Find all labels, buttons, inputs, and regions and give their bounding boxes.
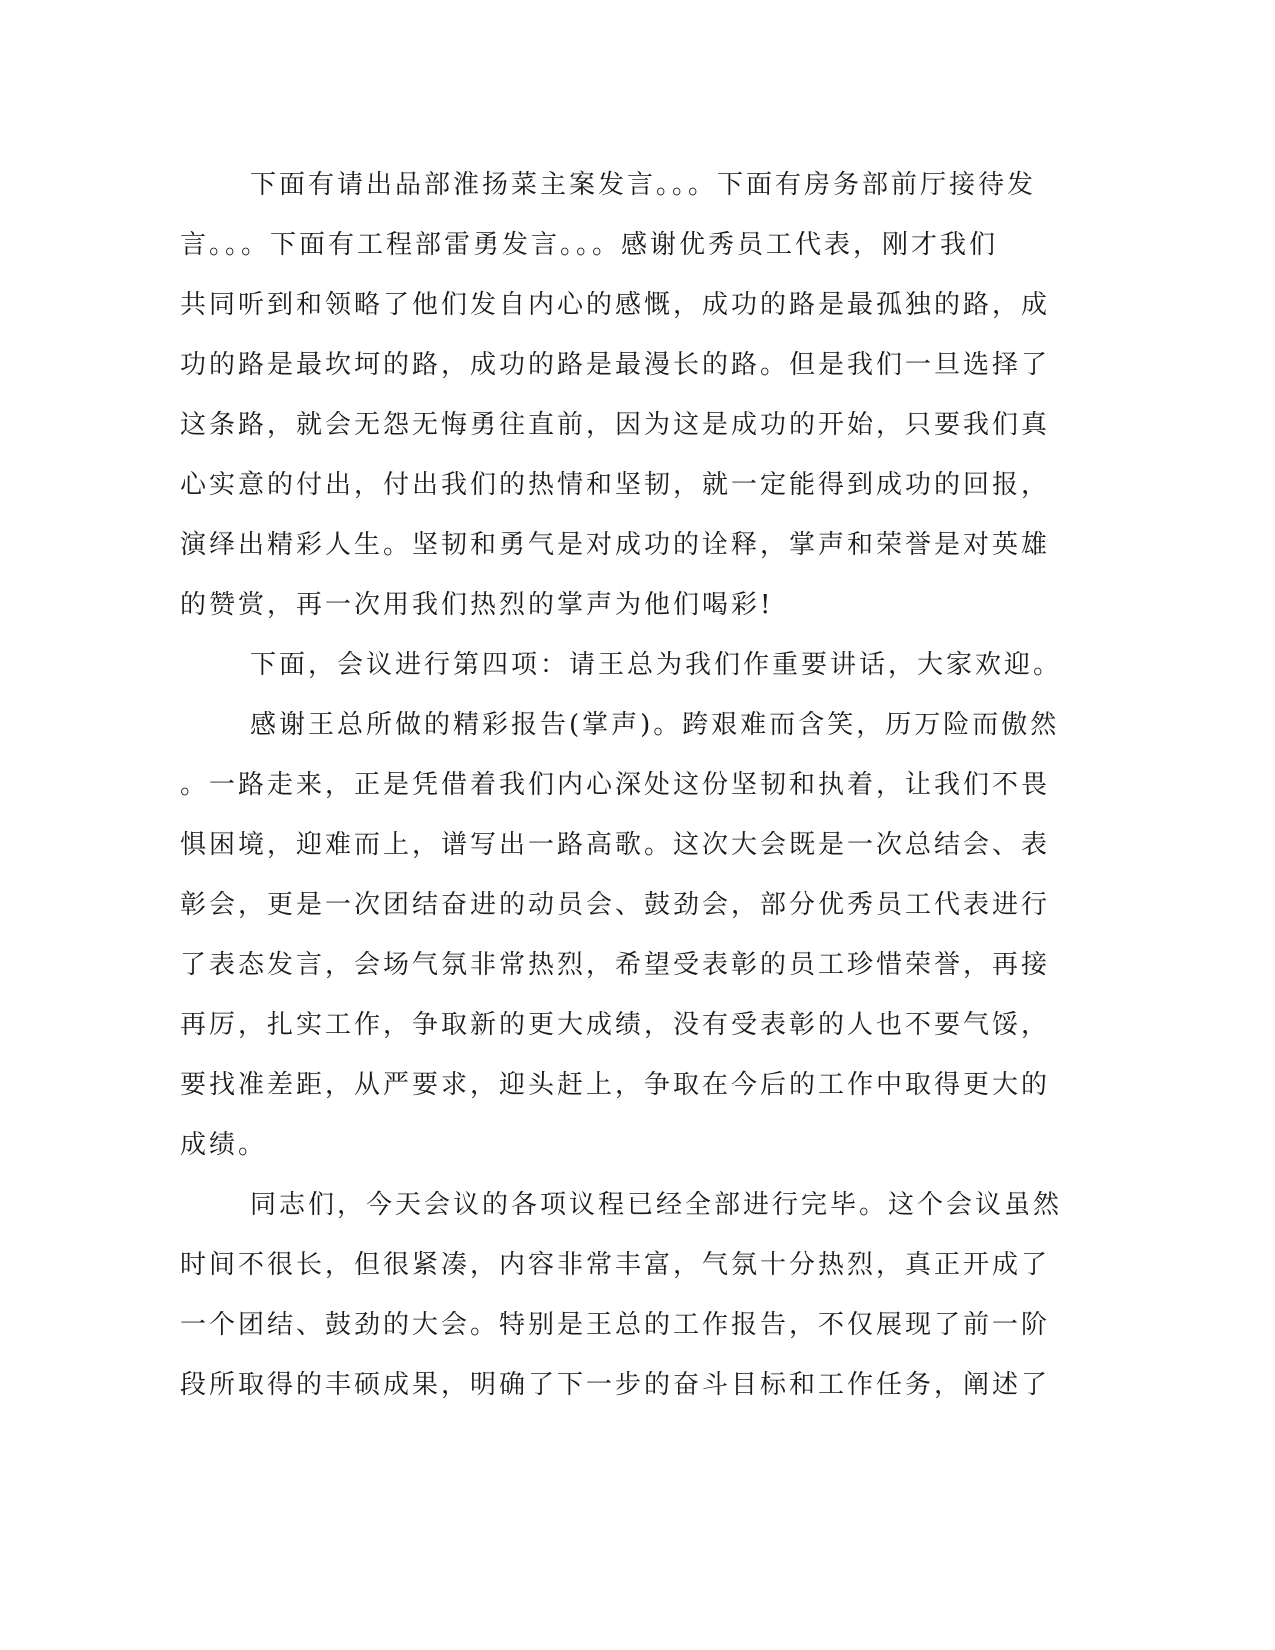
paragraph-line: 下面，会议进行第四项：请王总为我们作重要讲话，大家欢迎。 [250,650,1063,680]
paragraph-line: 成绩。 [180,1130,268,1160]
paragraph-line: 要找准差距，从严要求，迎头赶上，争取在今后的工作中取得更大的 [180,1070,1051,1100]
paragraph-line: 惧困境，迎难而上，谱写出一路高歌。这次大会既是一次总结会、表 [180,830,1051,860]
paragraph-line: 一个团结、鼓劲的大会。特别是王总的工作报告，不仅展现了前一阶 [180,1310,1051,1340]
document-body [180,155,1063,1415]
paragraph-line: 再厉，扎实工作，争取新的更大成绩，没有受表彰的人也不要气馁， [180,1010,1051,1040]
paragraph-line: 了表态发言，会场气氛非常热烈，希望受表彰的员工珍惜荣誉，再接 [180,950,1051,980]
paragraph-line: 感谢王总所做的精彩报告(掌声)。跨艰难而含笑，历万险而傲然 [250,710,1060,740]
paragraph-line: 心实意的付出，付出我们的热情和坚韧，就一定能得到成功的回报， [180,470,1051,500]
paragraph-line: 彰会，更是一次团结奋进的动员会、鼓劲会，部分优秀员工代表进行 [180,890,1051,920]
paragraph-line: 同志们，今天会议的各项议程已经全部进行完毕。这个会议虽然 [250,1190,1063,1220]
paragraph-line: 演绎出精彩人生。坚韧和勇气是对成功的诠释，掌声和荣誉是对英雄 [180,530,1051,560]
paragraph-line: 段所取得的丰硕成果，明确了下一步的奋斗目标和工作任务，阐述了 [180,1370,1051,1400]
paragraph-line: 。一路走来，正是凭借着我们内心深处这份坚韧和执着，让我们不畏 [180,770,1051,800]
paragraph-line: 共同听到和领略了他们发自内心的感慨，成功的路是最孤独的路，成 [180,290,1051,320]
paragraph-line: 功的路是最坎坷的路，成功的路是最漫长的路。但是我们一旦选择了 [180,350,1051,380]
paragraph-line: 言。。。下面有工程部雷勇发言。。。感谢优秀员工代表，刚才我们 [180,230,999,260]
paragraph-line: 时间不很长，但很紧凑，内容非常丰富，气氛十分热烈，真正开成了 [180,1250,1051,1280]
paragraph-line: 下面有请出品部淮扬菜主案发言。。。下面有房务部前厅接待发 [250,170,1037,200]
paragraph-line: 的赞赏，再一次用我们热烈的掌声为他们喝彩! [180,590,774,620]
paragraph-line: 这条路，就会无怨无悔勇往直前，因为这是成功的开始，只要我们真 [180,410,1051,440]
